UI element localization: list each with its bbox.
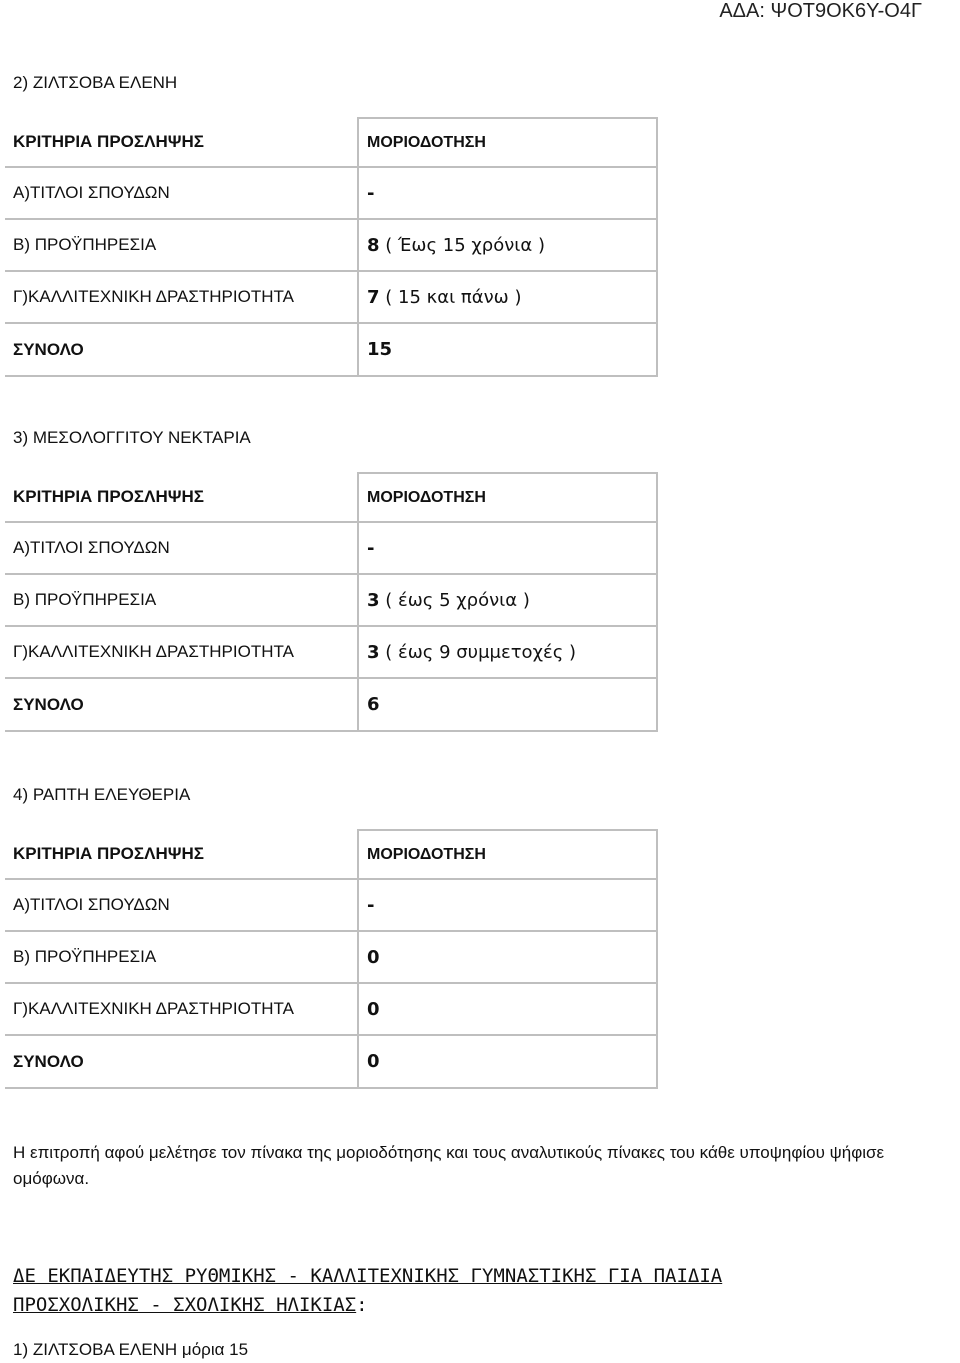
table-row bbox=[5, 522, 657, 574]
table-header-row bbox=[5, 118, 657, 167]
scoring-table bbox=[5, 117, 658, 377]
score-note: ( Έως 15 χρόνια ) bbox=[379, 234, 546, 256]
score-header: ΜΟΡΙΟΔΟΤΗΣΗ bbox=[367, 133, 486, 151]
total-value: 15 bbox=[367, 339, 393, 360]
total-value: 0 bbox=[367, 1051, 380, 1072]
score-value: 3 bbox=[367, 641, 380, 663]
table-row bbox=[5, 574, 657, 626]
table-row bbox=[5, 219, 657, 271]
score-value: - bbox=[367, 537, 375, 559]
table-header-row bbox=[5, 830, 657, 879]
scoring-table bbox=[5, 829, 658, 1089]
criterion-label: Α)ΤΙΤΛΟΙ ΣΠΟΥΔΩΝ bbox=[13, 538, 170, 557]
specialty-colon: : bbox=[356, 1294, 368, 1316]
table-row bbox=[5, 879, 657, 931]
total-label: ΣΥΝΟΛΟ bbox=[13, 1051, 84, 1071]
table-row-total bbox=[5, 678, 657, 731]
score-value: 0 bbox=[367, 946, 380, 968]
criterion-label: Γ)ΚΑΛΛΙΤΕΧΝΙΚΗ ΔΡΑΣΤΗΡΙΟΤΗΤΑ bbox=[13, 999, 294, 1018]
score-value: 8 bbox=[367, 234, 380, 256]
score-header: ΜΟΡΙΟΔΟΤΗΣΗ bbox=[367, 845, 486, 863]
criteria-header: ΚΡΙΤΗΡΙΑ ΠΡΟΣΛΗΨΗΣ bbox=[13, 844, 204, 863]
criterion-label: Γ)ΚΑΛΛΙΤΕΧΝΙΚΗ ΔΡΑΣΤΗΡΙΟΤΗΤΑ bbox=[13, 287, 294, 306]
score-note: ( έως 9 συμμετοχές ) bbox=[379, 641, 577, 663]
criterion-label: Γ)ΚΑΛΛΙΤΕΧΝΙΚΗ ΔΡΑΣΤΗΡΙΟΤΗΤΑ bbox=[13, 642, 294, 661]
score-value: 7 bbox=[367, 286, 380, 308]
total-label: ΣΥΝΟΛΟ bbox=[13, 339, 84, 359]
table-row-total bbox=[5, 1035, 657, 1088]
score-note: ( έως 5 χρόνια ) bbox=[379, 589, 530, 611]
table-row bbox=[5, 626, 657, 678]
criterion-label: Α)ΤΙΤΛΟΙ ΣΠΟΥΔΩΝ bbox=[13, 183, 170, 202]
table-row-total bbox=[5, 323, 657, 376]
score-note: ( 15 και πάνω ) bbox=[379, 286, 522, 308]
table-row bbox=[5, 271, 657, 323]
score-value: 3 bbox=[367, 589, 380, 611]
score-value: - bbox=[367, 894, 375, 916]
score-header: ΜΟΡΙΟΔΟΤΗΣΗ bbox=[367, 488, 486, 506]
table-row bbox=[5, 983, 657, 1035]
score-value: - bbox=[367, 182, 375, 204]
criterion-label: Α)ΤΙΤΛΟΙ ΣΠΟΥΔΩΝ bbox=[13, 895, 170, 914]
criterion-label: Β) ΠΡΟΫΠΗΡΕΣΙΑ bbox=[13, 235, 157, 254]
score-value: 0 bbox=[367, 998, 380, 1020]
criterion-label: Β) ΠΡΟΫΠΗΡΕΣΙΑ bbox=[13, 590, 157, 609]
specialty-line-1: ΔΕ ΕΚΠΑΙΔΕΥΤΗΣ ΡΥΘΜΙΚΗΣ - ΚΑΛΛΙΤΕΧΝΙΚΗΣ ΓΥΜΝΑΣΤΙΚΗΣ ΓΙΑ ΠΑΙΔΙΑ bbox=[13, 1265, 723, 1287]
total-label: ΣΥΝΟΛΟ bbox=[13, 694, 84, 714]
criteria-header: ΚΡΙΤΗΡΙΑ ΠΡΟΣΛΗΨΗΣ bbox=[13, 487, 204, 506]
ada-code: ΑΔΑ: ΨΟΤ9ΟΚ6Υ-Ο4Γ bbox=[719, 0, 922, 22]
scoring-table bbox=[5, 472, 658, 732]
table-row bbox=[5, 931, 657, 983]
total-value: 6 bbox=[367, 694, 380, 715]
criterion-label: Β) ΠΡΟΫΠΗΡΕΣΙΑ bbox=[13, 947, 157, 966]
table-row bbox=[5, 167, 657, 219]
specialty-line-2: ΠΡΟΣΧΟΛΙΚΗΣ - ΣΧΟΛΙΚΗΣ ΗΛΙΚΙΑΣ bbox=[13, 1294, 357, 1316]
candidate-heading: 4) ΡΑΠΤΗ ΕΛΕΥΘΕΡΙΑ bbox=[13, 785, 191, 804]
specialty-title bbox=[13, 1262, 913, 1320]
decision-paragraph: Η επιτροπή αφού μελέτησε τον πίνακα της μοριοδότησης και τους αναλυτικούς πίνακες του κάθε υποψηφίου ψήφισε ομόφωνα. bbox=[13, 1143, 885, 1188]
ranking-line: 1) ΖΙΛΤΣΟΒΑ ΕΛΕΝΗ μόρια 15 bbox=[13, 1340, 249, 1359]
criteria-header: ΚΡΙΤΗΡΙΑ ΠΡΟΣΛΗΨΗΣ bbox=[13, 132, 204, 151]
table-header-row bbox=[5, 473, 657, 522]
candidate-heading: 2) ΖΙΛΤΣΟΒΑ ΕΛΕΝΗ bbox=[13, 73, 178, 92]
candidate-heading: 3) ΜΕΣΟΛΟΓΓΙΤΟΥ ΝΕΚΤΑΡΙΑ bbox=[13, 428, 251, 447]
